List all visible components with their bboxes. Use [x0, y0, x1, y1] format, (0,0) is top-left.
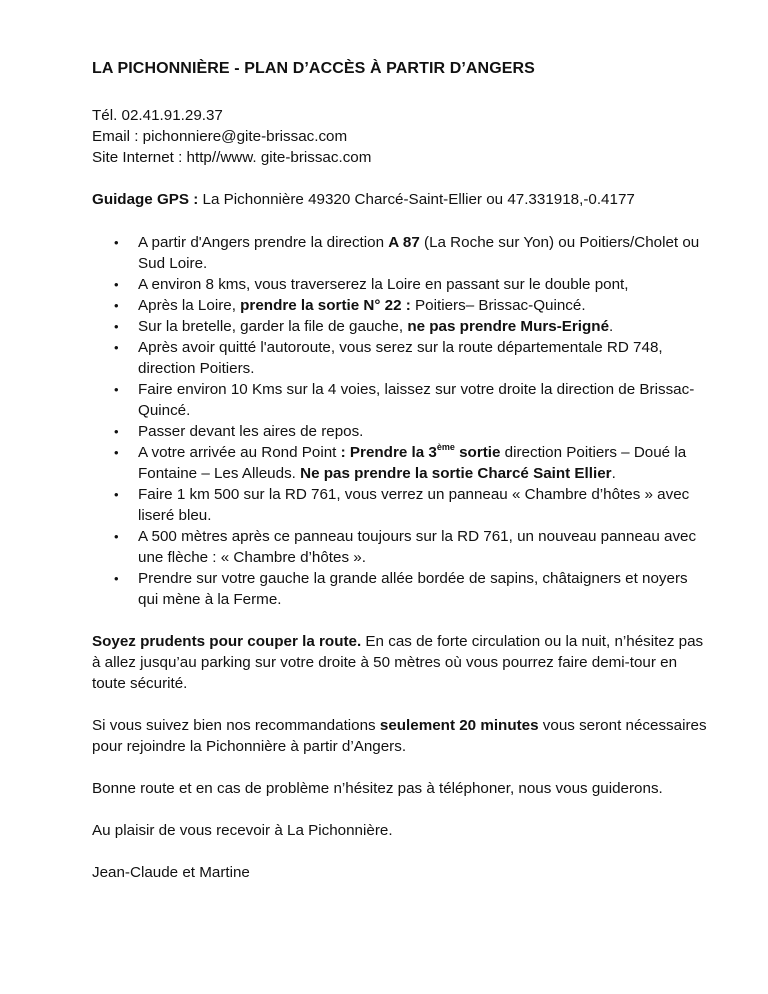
step-bold-text: A 87: [388, 234, 420, 251]
recommendation-paragraph: [92, 715, 708, 757]
list-item: [92, 274, 708, 295]
list-item: [92, 316, 708, 337]
directions-list: [92, 232, 708, 610]
step-text: Poitiers– Brissac-Quincé.: [410, 297, 586, 314]
caution-bold-text: Soyez prudents pour couper la route.: [92, 633, 362, 650]
step-bold-text: prendre la sortie N° 22 :: [240, 297, 411, 314]
bullet-icon: •: [114, 487, 119, 502]
recommendation-bold-text: seulement 20 minutes: [379, 717, 539, 734]
bullet-icon: •: [114, 235, 119, 250]
step-text: .: [611, 465, 616, 482]
document-title: LA PICHONNIÈRE - PLAN D’ACCÈS À PARTIR D’ANGERS: [92, 60, 535, 77]
bullet-icon: •: [114, 382, 119, 397]
list-item: [92, 295, 708, 316]
list-item: [92, 442, 708, 484]
step-text: Après la Loire,: [138, 297, 241, 314]
step-text: Faire 1 km 500 sur la RD 761, vous verrez un panneau « Chambre d’hôtes » avec liseré bleu.: [138, 486, 690, 524]
caution-text: En cas de forte circulation ou la nuit, n’hésitez pas à allez jusqu’au parking sur votre droite à 50 mètres où vous pourrez faire demi-tour en toute sécurité.: [92, 633, 704, 692]
caution-paragraph: [92, 631, 708, 694]
bullet-icon: •: [114, 340, 119, 355]
list-item: [92, 421, 708, 442]
email-line: Email : pichonniere@gite-brissac.com: [92, 128, 348, 145]
ordinal-superscript: ème: [436, 442, 455, 452]
step-text: .: [609, 318, 614, 335]
gps-text: La Pichonnière 49320 Charcé-Saint-Ellier ou 47.331918,-0.4177: [198, 191, 635, 208]
bullet-icon: •: [114, 424, 119, 439]
list-item: [92, 568, 708, 610]
recommendation-text: Si vous suivez bien nos recommandations: [92, 717, 380, 734]
step-text: (La Roche sur Yon) ou Poitiers/Cholet ou Sud Loire.: [138, 234, 700, 272]
recommendation-text: vous seront nécessaires pour rejoindre la Pichonnière à partir d’Angers.: [92, 717, 707, 755]
bullet-icon: •: [114, 571, 119, 586]
website-line: Site Internet : http//www. gite-brissac.com: [92, 149, 372, 166]
step-text: Faire environ 10 Kms sur la 4 voies, laissez sur votre droite la direction de Brissac-Quincé.: [138, 381, 695, 419]
bullet-icon: •: [114, 529, 119, 544]
list-item: [92, 379, 708, 421]
list-item: [92, 337, 708, 379]
step-text: A environ 8 kms, vous traverserez la Loire en passant sur le double pont,: [138, 276, 629, 293]
contact-block: [92, 105, 708, 168]
step-text: direction Poitiers – Doué la Fontaine – Les Alleuds.: [138, 444, 687, 482]
step-bold-text: : Prendre la 3: [340, 444, 437, 461]
step-text: Sur la bretelle, garder la file de gauche,: [138, 318, 408, 335]
step-text: A votre arrivée au Rond Point: [138, 444, 341, 461]
gps-guidance: [92, 189, 708, 210]
signature: Jean-Claude et Martine: [92, 864, 250, 881]
step-bold-text: Ne pas prendre la sortie Charcé Saint Ellier: [300, 465, 612, 482]
phone-line: Tél. 02.41.91.29.37: [92, 107, 223, 124]
step-text: Passer devant les aires de repos.: [138, 423, 364, 440]
step-bold-text: ne pas prendre Murs-Erigné: [407, 318, 610, 335]
step-text: Prendre sur votre gauche la grande allée bordée de sapins, châtaigners et noyers qui mène à la Ferme.: [138, 570, 688, 608]
gps-label: Guidage GPS :: [92, 191, 199, 208]
list-item: [92, 232, 708, 274]
step-text: A partir d'Angers prendre la direction: [138, 234, 389, 251]
bullet-icon: •: [114, 319, 119, 334]
bonne-route-paragraph: Bonne route et en cas de problème n’hésitez pas à téléphoner, nous vous guiderons.: [92, 780, 663, 797]
bullet-icon: •: [114, 445, 119, 460]
welcome-paragraph: Au plaisir de vous recevoir à La Pichonnière.: [92, 822, 393, 839]
bullet-icon: •: [114, 277, 119, 292]
list-item: [92, 484, 708, 526]
step-text: A 500 mètres après ce panneau toujours sur la RD 761, un nouveau panneau avec une flèche : « Chambre d’hôtes ».: [138, 528, 697, 566]
list-item: [92, 526, 708, 568]
step-bold-text: sortie: [454, 444, 501, 461]
bullet-icon: •: [114, 298, 119, 313]
step-text: Après avoir quitté l'autoroute, vous serez sur la route départementale RD 748, direction Poitiers.: [138, 339, 663, 377]
